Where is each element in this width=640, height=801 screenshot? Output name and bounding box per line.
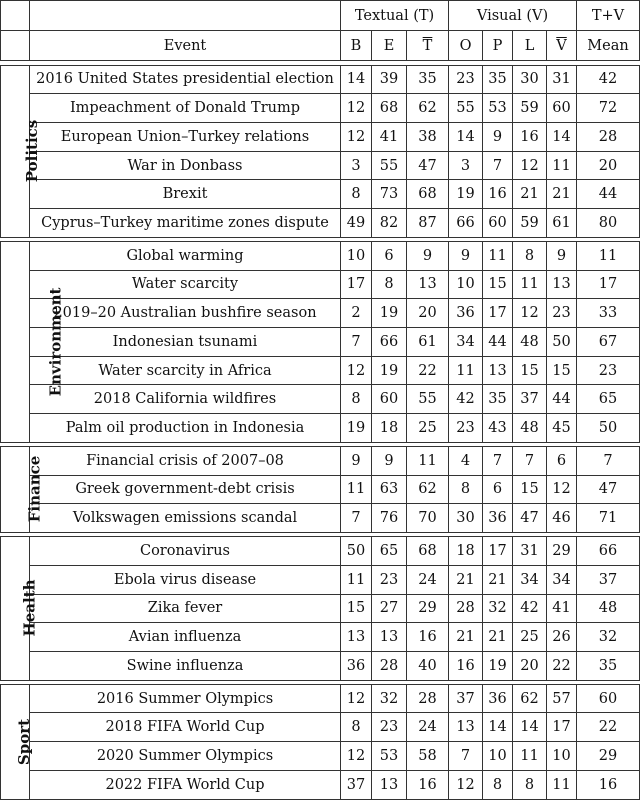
value-cell: 24 — [407, 713, 449, 742]
value-cell: 71 — [577, 504, 640, 533]
group-header-visual: Visual (V) — [449, 1, 577, 31]
value-cell: 37 — [449, 684, 483, 713]
value-cell: 9 — [483, 122, 513, 151]
col-header-t-mean-label: $\overline{T}$ — [422, 37, 433, 54]
value-cell: 17 — [483, 537, 513, 566]
value-cell: 80 — [577, 209, 640, 238]
value-cell: 10 — [547, 742, 577, 771]
value-cell: 48 — [577, 594, 640, 623]
value-cell: 14 — [483, 713, 513, 742]
value-cell: 28 — [449, 594, 483, 623]
category-label-cell — [1, 241, 65, 442]
value-cell: 82 — [372, 209, 407, 238]
col-header-t-mean — [407, 31, 449, 61]
value-cell: 57 — [547, 684, 577, 713]
event-cell: Indonesian tsunami — [30, 328, 341, 357]
table-row — [1, 742, 640, 771]
value-cell: 76 — [372, 504, 407, 533]
col-header-o: O — [449, 31, 483, 61]
table-row — [1, 94, 640, 123]
value-cell: 42 — [577, 65, 640, 94]
table-row — [1, 684, 640, 713]
value-cell: 11 — [483, 241, 513, 270]
table-row — [1, 537, 640, 566]
value-cell: 46 — [547, 504, 577, 533]
value-cell: 37 — [513, 385, 547, 414]
value-cell: 22 — [407, 356, 449, 385]
value-cell: 7 — [483, 446, 513, 475]
table-row — [1, 122, 640, 151]
value-cell: 15 — [483, 270, 513, 299]
table-row — [1, 151, 640, 180]
value-cell: 36 — [341, 651, 372, 680]
value-cell: 20 — [577, 151, 640, 180]
value-cell: 66 — [449, 209, 483, 238]
value-cell: 15 — [513, 475, 547, 504]
event-cell: Financial crisis of 2007–08 — [30, 446, 341, 475]
empty-header-cell — [30, 1, 341, 31]
col-header-p: P — [483, 31, 513, 61]
value-cell: 9 — [372, 446, 407, 475]
event-cell: Cyprus–Turkey maritime zones dispute — [30, 209, 341, 238]
event-cell: 2018 California wildfires — [30, 385, 341, 414]
value-cell: 55 — [449, 94, 483, 123]
col-header-e: E — [372, 31, 407, 61]
value-cell: 63 — [372, 475, 407, 504]
value-cell: 7 — [341, 504, 372, 533]
event-cell: European Union–Turkey relations — [30, 122, 341, 151]
value-cell: 7 — [449, 742, 483, 771]
event-cell: Coronavirus — [30, 537, 341, 566]
value-cell: 35 — [407, 65, 449, 94]
value-cell: 8 — [372, 270, 407, 299]
value-cell: 2 — [341, 299, 372, 328]
value-cell: 19 — [483, 651, 513, 680]
value-cell: 25 — [407, 414, 449, 443]
value-cell: 7 — [341, 328, 372, 357]
event-cell: Water scarcity — [30, 270, 341, 299]
value-cell: 7 — [577, 446, 640, 475]
value-cell: 73 — [372, 180, 407, 209]
value-cell: 34 — [449, 328, 483, 357]
value-cell: 11 — [513, 742, 547, 771]
value-cell: 30 — [513, 65, 547, 94]
table-row — [1, 270, 640, 299]
value-cell: 12 — [341, 122, 372, 151]
table-row — [1, 65, 640, 94]
table-row — [1, 385, 640, 414]
value-cell: 55 — [407, 385, 449, 414]
value-cell: 8 — [449, 475, 483, 504]
value-cell: 17 — [547, 713, 577, 742]
value-cell: 11 — [547, 770, 577, 799]
value-cell: 11 — [547, 151, 577, 180]
table-row — [1, 594, 640, 623]
value-cell: 29 — [407, 594, 449, 623]
table-row — [1, 209, 640, 238]
value-cell: 32 — [483, 594, 513, 623]
value-cell: 36 — [483, 684, 513, 713]
category-label-cell — [1, 537, 39, 681]
value-cell: 6 — [547, 446, 577, 475]
header-row-columns — [1, 31, 640, 61]
value-cell: 47 — [577, 475, 640, 504]
value-cell: 12 — [341, 684, 372, 713]
value-cell: 23 — [577, 356, 640, 385]
value-cell: 60 — [547, 94, 577, 123]
value-cell: 12 — [341, 356, 372, 385]
value-cell: 19 — [372, 356, 407, 385]
corner-cell-2 — [1, 31, 30, 61]
value-cell: 44 — [547, 385, 577, 414]
value-cell: 14 — [513, 713, 547, 742]
event-cell: 2019–20 Australian bushfire season — [30, 299, 341, 328]
value-cell: 39 — [372, 65, 407, 94]
value-cell: 36 — [449, 299, 483, 328]
table-row — [1, 328, 640, 357]
value-cell: 21 — [483, 565, 513, 594]
value-cell: 17 — [483, 299, 513, 328]
event-cell: 2022 FIFA World Cup — [30, 770, 341, 799]
value-cell: 12 — [547, 475, 577, 504]
value-cell: 50 — [547, 328, 577, 357]
category-label: Environment — [46, 287, 65, 397]
value-cell: 11 — [407, 446, 449, 475]
value-cell: 68 — [407, 180, 449, 209]
table-row — [1, 241, 640, 270]
value-cell: 23 — [372, 713, 407, 742]
table-row — [1, 713, 640, 742]
value-cell: 13 — [407, 270, 449, 299]
value-cell: 21 — [483, 623, 513, 652]
value-cell: 22 — [547, 651, 577, 680]
value-cell: 18 — [372, 414, 407, 443]
value-cell: 61 — [407, 328, 449, 357]
value-cell: 28 — [372, 651, 407, 680]
value-cell: 31 — [547, 65, 577, 94]
value-cell: 44 — [483, 328, 513, 357]
value-cell: 9 — [407, 241, 449, 270]
value-cell: 35 — [483, 65, 513, 94]
value-cell: 3 — [341, 151, 372, 180]
value-cell: 16 — [407, 770, 449, 799]
value-cell: 21 — [547, 180, 577, 209]
value-cell: 10 — [449, 270, 483, 299]
value-cell: 47 — [407, 151, 449, 180]
value-cell: 13 — [372, 770, 407, 799]
event-cell: Global warming — [30, 241, 341, 270]
col-header-b: B — [341, 31, 372, 61]
value-cell: 59 — [513, 94, 547, 123]
group-header-textual: Textual (T) — [341, 1, 449, 31]
value-cell: 14 — [449, 122, 483, 151]
value-cell: 41 — [372, 122, 407, 151]
value-cell: 37 — [341, 770, 372, 799]
value-cell: 60 — [372, 385, 407, 414]
value-cell: 42 — [513, 594, 547, 623]
table-row — [1, 475, 640, 504]
value-cell: 43 — [483, 414, 513, 443]
table-row — [1, 299, 640, 328]
value-cell: 68 — [407, 537, 449, 566]
value-cell: 20 — [513, 651, 547, 680]
value-cell: 27 — [372, 594, 407, 623]
col-header-v-mean-label: $\overline{V}$ — [556, 37, 567, 54]
value-cell: 9 — [449, 241, 483, 270]
value-cell: 68 — [372, 94, 407, 123]
value-cell: 23 — [547, 299, 577, 328]
value-cell: 53 — [372, 742, 407, 771]
event-cell: Brexit — [30, 180, 341, 209]
event-cell: Impeachment of Donald Trump — [30, 94, 341, 123]
value-cell: 53 — [483, 94, 513, 123]
value-cell: 12 — [341, 94, 372, 123]
value-cell: 38 — [407, 122, 449, 151]
corner-cell — [1, 1, 30, 31]
event-cell: Volkswagen emissions scandal — [30, 504, 341, 533]
value-cell: 42 — [449, 385, 483, 414]
value-cell: 14 — [547, 122, 577, 151]
value-cell: 48 — [513, 414, 547, 443]
value-cell: 17 — [577, 270, 640, 299]
value-cell: 8 — [341, 713, 372, 742]
value-cell: 8 — [341, 180, 372, 209]
value-cell: 60 — [483, 209, 513, 238]
event-cell: 2020 Summer Olympics — [30, 742, 341, 771]
value-cell: 7 — [483, 151, 513, 180]
value-cell: 4 — [449, 446, 483, 475]
value-cell: 9 — [341, 446, 372, 475]
value-cell: 59 — [513, 209, 547, 238]
table-row — [1, 356, 640, 385]
value-cell: 55 — [372, 151, 407, 180]
event-cell: 2016 Summer Olympics — [30, 684, 341, 713]
value-cell: 8 — [513, 770, 547, 799]
value-cell: 34 — [513, 565, 547, 594]
value-cell: 16 — [577, 770, 640, 799]
value-cell: 9 — [547, 241, 577, 270]
value-cell: 20 — [407, 299, 449, 328]
category-label: Politics — [23, 119, 42, 183]
value-cell: 13 — [483, 356, 513, 385]
value-cell: 11 — [449, 356, 483, 385]
category-label: Sport — [15, 718, 34, 765]
value-cell: 60 — [577, 684, 640, 713]
value-cell: 41 — [547, 594, 577, 623]
event-cell: Greek government-debt crisis — [30, 475, 341, 504]
value-cell: 48 — [513, 328, 547, 357]
value-cell: 16 — [483, 180, 513, 209]
value-cell: 6 — [483, 475, 513, 504]
value-cell: 11 — [341, 475, 372, 504]
value-cell: 21 — [449, 623, 483, 652]
value-cell: 36 — [483, 504, 513, 533]
value-cell: 23 — [449, 65, 483, 94]
value-cell: 72 — [577, 94, 640, 123]
category-label: Finance — [25, 456, 44, 523]
value-cell: 12 — [449, 770, 483, 799]
value-cell: 34 — [547, 565, 577, 594]
value-cell: 70 — [407, 504, 449, 533]
value-cell: 66 — [372, 328, 407, 357]
value-cell: 45 — [547, 414, 577, 443]
value-cell: 31 — [513, 537, 547, 566]
event-cell: Ebola virus disease — [30, 565, 341, 594]
header-row-groups — [1, 1, 640, 31]
event-column-header: Event — [30, 31, 341, 61]
value-cell: 28 — [577, 122, 640, 151]
value-cell: 22 — [577, 713, 640, 742]
table-row — [1, 623, 640, 652]
value-cell: 15 — [547, 356, 577, 385]
value-cell: 29 — [577, 742, 640, 771]
value-cell: 23 — [449, 414, 483, 443]
value-cell: 16 — [449, 651, 483, 680]
category-label-cell — [1, 65, 42, 237]
value-cell: 28 — [407, 684, 449, 713]
value-cell: 12 — [513, 299, 547, 328]
value-cell: 13 — [372, 623, 407, 652]
value-cell: 6 — [372, 241, 407, 270]
value-cell: 11 — [577, 241, 640, 270]
value-cell: 19 — [449, 180, 483, 209]
value-cell: 49 — [341, 209, 372, 238]
value-cell: 21 — [449, 565, 483, 594]
value-cell: 37 — [577, 565, 640, 594]
category-label-cell — [1, 684, 34, 799]
value-cell: 11 — [513, 270, 547, 299]
value-cell: 32 — [372, 684, 407, 713]
value-cell: 8 — [483, 770, 513, 799]
value-cell: 19 — [341, 414, 372, 443]
value-cell: 62 — [407, 475, 449, 504]
event-cell: 2018 FIFA World Cup — [30, 713, 341, 742]
event-cell: Swine influenza — [30, 651, 341, 680]
value-cell: 3 — [449, 151, 483, 180]
value-cell: 15 — [513, 356, 547, 385]
table-row — [1, 414, 640, 443]
col-header-l: L — [513, 31, 547, 61]
value-cell: 8 — [341, 385, 372, 414]
value-cell: 12 — [341, 742, 372, 771]
category-label: Health — [20, 579, 39, 637]
value-cell: 19 — [372, 299, 407, 328]
value-cell: 35 — [577, 651, 640, 680]
value-cell: 62 — [407, 94, 449, 123]
value-cell: 29 — [547, 537, 577, 566]
value-cell: 16 — [513, 122, 547, 151]
table-row — [1, 504, 640, 533]
value-cell: 33 — [577, 299, 640, 328]
event-cell: Zika fever — [30, 594, 341, 623]
value-cell: 17 — [341, 270, 372, 299]
value-cell: 26 — [547, 623, 577, 652]
table-row — [1, 565, 640, 594]
value-cell: 10 — [483, 742, 513, 771]
col-header-mean: Mean — [577, 31, 640, 61]
value-cell: 8 — [513, 241, 547, 270]
event-cell: Avian influenza — [30, 623, 341, 652]
value-cell: 10 — [341, 241, 372, 270]
value-cell: 47 — [513, 504, 547, 533]
event-cell: Palm oil production in Indonesia — [30, 414, 341, 443]
value-cell: 32 — [577, 623, 640, 652]
table-row — [1, 446, 640, 475]
value-cell: 40 — [407, 651, 449, 680]
value-cell: 23 — [372, 565, 407, 594]
table-row — [1, 770, 640, 799]
event-cell: War in Donbass — [30, 151, 341, 180]
value-cell: 61 — [547, 209, 577, 238]
value-cell: 35 — [483, 385, 513, 414]
col-header-v-mean — [547, 31, 577, 61]
value-cell: 7 — [513, 446, 547, 475]
value-cell: 65 — [577, 385, 640, 414]
value-cell: 15 — [341, 594, 372, 623]
value-cell: 24 — [407, 565, 449, 594]
table-row — [1, 180, 640, 209]
value-cell: 50 — [577, 414, 640, 443]
value-cell: 67 — [577, 328, 640, 357]
value-cell: 50 — [341, 537, 372, 566]
value-cell: 58 — [407, 742, 449, 771]
value-cell: 16 — [407, 623, 449, 652]
table-body — [1, 1, 640, 800]
value-cell: 13 — [449, 713, 483, 742]
value-cell: 30 — [449, 504, 483, 533]
value-cell: 14 — [341, 65, 372, 94]
value-cell: 13 — [547, 270, 577, 299]
value-cell: 12 — [513, 151, 547, 180]
value-cell: 25 — [513, 623, 547, 652]
value-cell: 21 — [513, 180, 547, 209]
table-row — [1, 651, 640, 680]
value-cell: 62 — [513, 684, 547, 713]
value-cell: 44 — [577, 180, 640, 209]
value-cell: 66 — [577, 537, 640, 566]
value-cell: 11 — [341, 565, 372, 594]
value-cell: 13 — [341, 623, 372, 652]
event-cell: Water scarcity in Africa — [30, 356, 341, 385]
value-cell: 18 — [449, 537, 483, 566]
value-cell: 65 — [372, 537, 407, 566]
category-label-cell — [1, 446, 44, 532]
event-cell: 2016 United States presidential election — [30, 65, 341, 94]
value-cell: 87 — [407, 209, 449, 238]
group-header-tv: T+V — [577, 1, 640, 31]
